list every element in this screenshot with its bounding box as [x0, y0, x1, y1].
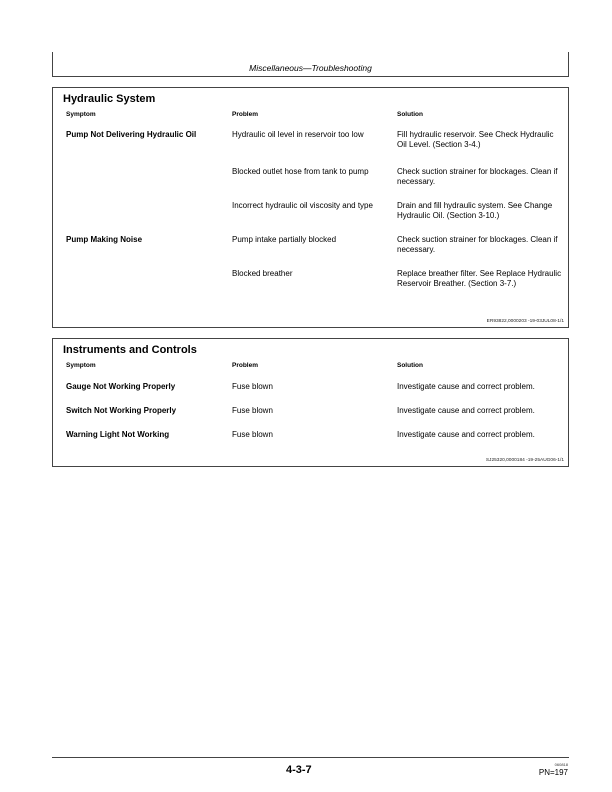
section-title: Instruments and Controls: [63, 344, 197, 356]
symptom-cell: Pump Not Delivering Hydraulic Oil: [66, 130, 197, 139]
problem-column-header: Problem: [232, 362, 259, 369]
symptom-cell: Pump Making Noise: [66, 235, 143, 244]
hydraulic-system-section: [52, 87, 569, 328]
page-number: 4-3-7: [286, 764, 312, 776]
document-reference-code: SJ25320,0000184 -19-25AUG06-1/1: [485, 458, 564, 463]
document-reference-code: ER93822,0000203 -19-03JUL08-1/1: [486, 319, 564, 324]
instruments-and-controls-section: [52, 338, 569, 467]
solution-cell: Check suction strainer for blockages. Clean if necessary.: [397, 167, 558, 186]
section-title: Hydraulic System: [63, 93, 156, 105]
footer-date-code: 060818: [554, 762, 568, 767]
solution-cell: Investigate cause and correct problem.: [397, 406, 535, 415]
solution-column-header: Solution: [397, 111, 423, 118]
solution-cell: Check suction strainer for blockages. Clean if necessary.: [397, 235, 558, 254]
problem-cell: Hydraulic oil level in reservoir too low: [232, 130, 364, 139]
running-header-title: Miscellaneous—Troubleshooting: [249, 63, 372, 73]
problem-cell: Fuse blown: [232, 430, 273, 439]
problem-cell: Pump intake partially blocked: [232, 235, 337, 244]
symptom-column-header: Symptom: [66, 362, 96, 369]
symptom-cell: Switch Not Working Properly: [66, 406, 177, 415]
solution-cell: Fill hydraulic reservoir. See Check Hydraulic Oil Level. (Section 3-4.): [397, 130, 554, 149]
problem-column-header: Problem: [232, 111, 259, 118]
symptom-column-header: Symptom: [66, 111, 96, 118]
problem-cell: Fuse blown: [232, 406, 273, 415]
solution-cell: Investigate cause and correct problem.: [397, 430, 535, 439]
symptom-cell: Warning Light Not Working: [66, 430, 170, 439]
problem-cell: Blocked breather: [232, 269, 293, 278]
solution-cell: Replace breather filter. See Replace Hydraulic Reservoir Breather. (Section 3-7.): [397, 269, 562, 288]
symptom-cell: Gauge Not Working Properly: [66, 382, 176, 391]
footer-rule: [52, 757, 569, 758]
problem-cell: Fuse blown: [232, 382, 273, 391]
problem-cell: Incorrect hydraulic oil viscosity and type: [232, 201, 373, 210]
problem-cell: Blocked outlet hose from tank to pump: [232, 167, 369, 176]
solution-cell: Investigate cause and correct problem.: [397, 382, 535, 391]
solution-cell: Drain and fill hydraulic system. See Change Hydraulic Oil. (Section 3-10.): [397, 201, 553, 220]
pn-number: PN=197: [538, 768, 568, 777]
solution-column-header: Solution: [397, 362, 423, 369]
